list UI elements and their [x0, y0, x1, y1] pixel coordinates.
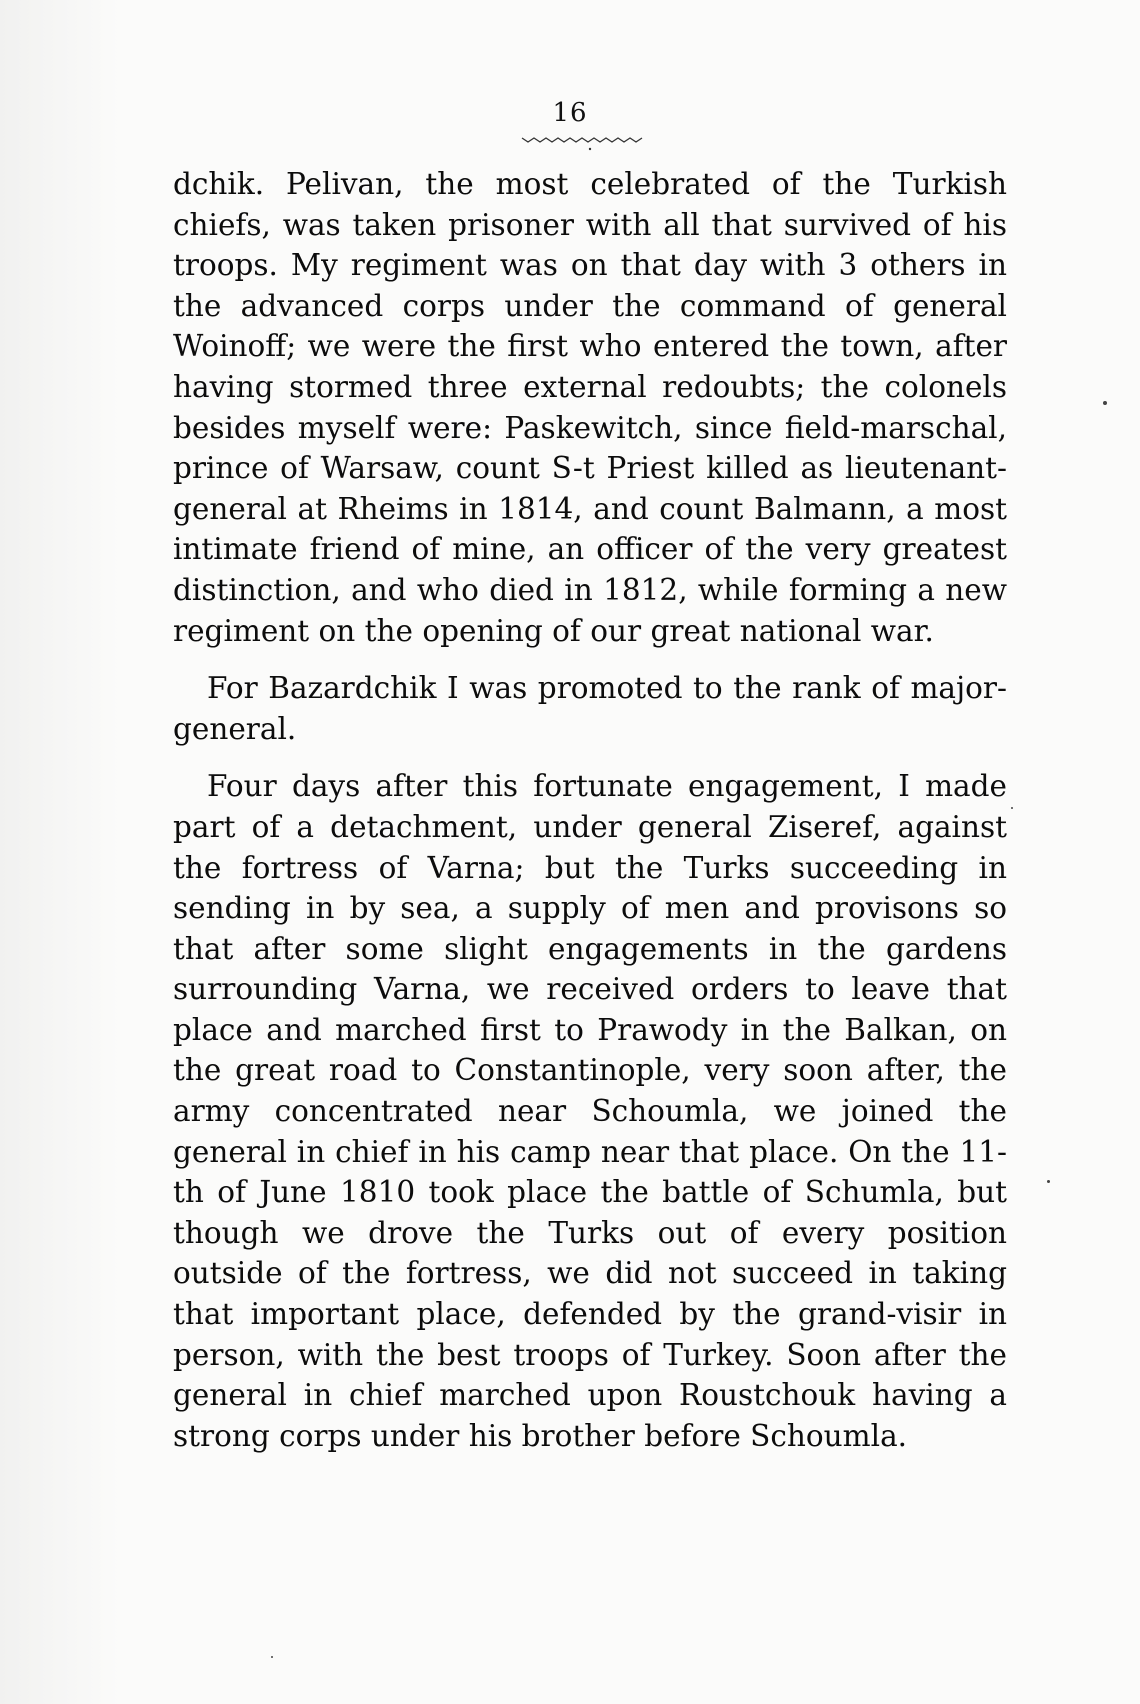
page-number: 16 — [552, 98, 588, 128]
body-text — [173, 164, 1007, 1456]
paragraph-1: dchik. Pelivan, the most celebrated of the Turkish chiefs, was taken prisoner with all that survived of his troops. My regiment was on that day with 3 others in the advanced corps under the command of general Woinoff; we were the first who entered the town, after having stormed three external redoubts; the colonels besides myself were: Paskewitch, since field-marschal, prince of Warsaw, count S-t Priest killed as lieutenant-general at Rheims in 1814, and count Balmann, a most intimate friend of mine, an officer of the very greatest distinction, and who died in 1812, while forming a new regiment on the opening of our great national war. — [173, 167, 1007, 648]
scan-speck — [1047, 1180, 1050, 1183]
wavy-ornament-icon — [520, 132, 660, 152]
paragraph-2: For Bazardchik I was promoted to the rank of major-general. — [173, 671, 1007, 746]
paragraph-3: Four days after this fortunate engagement, I made part of a detachment, under general Ziseref, against the fortress of Varna; but the Turks succeeding in sending in by sea, a supply of men and provisons so that after some slight engagements in the gardens surrounding Varna, we received orders to leave that place and marched first to Prawody in the Balkan, on the great road to Constantinople, very soon after, the army concentrated near Schoumla, we joined the general in chief in his camp near that place. On the 11-th of June 1810 took place the battle of Schumla, but though we drove the Turks out of every position outside of the fortress, we did not succeed in taking that important place, defended by the grand-visir in person, with the best troops of Turkey. Soon after the general in chief marched upon Roustchouk having a strong corps under his brother before Schoumla. — [173, 769, 1007, 1453]
page-gutter-shadow — [0, 0, 120, 1704]
scan-speck — [271, 1656, 273, 1658]
scan-speck — [1103, 401, 1107, 405]
scan-speck — [1011, 807, 1013, 809]
